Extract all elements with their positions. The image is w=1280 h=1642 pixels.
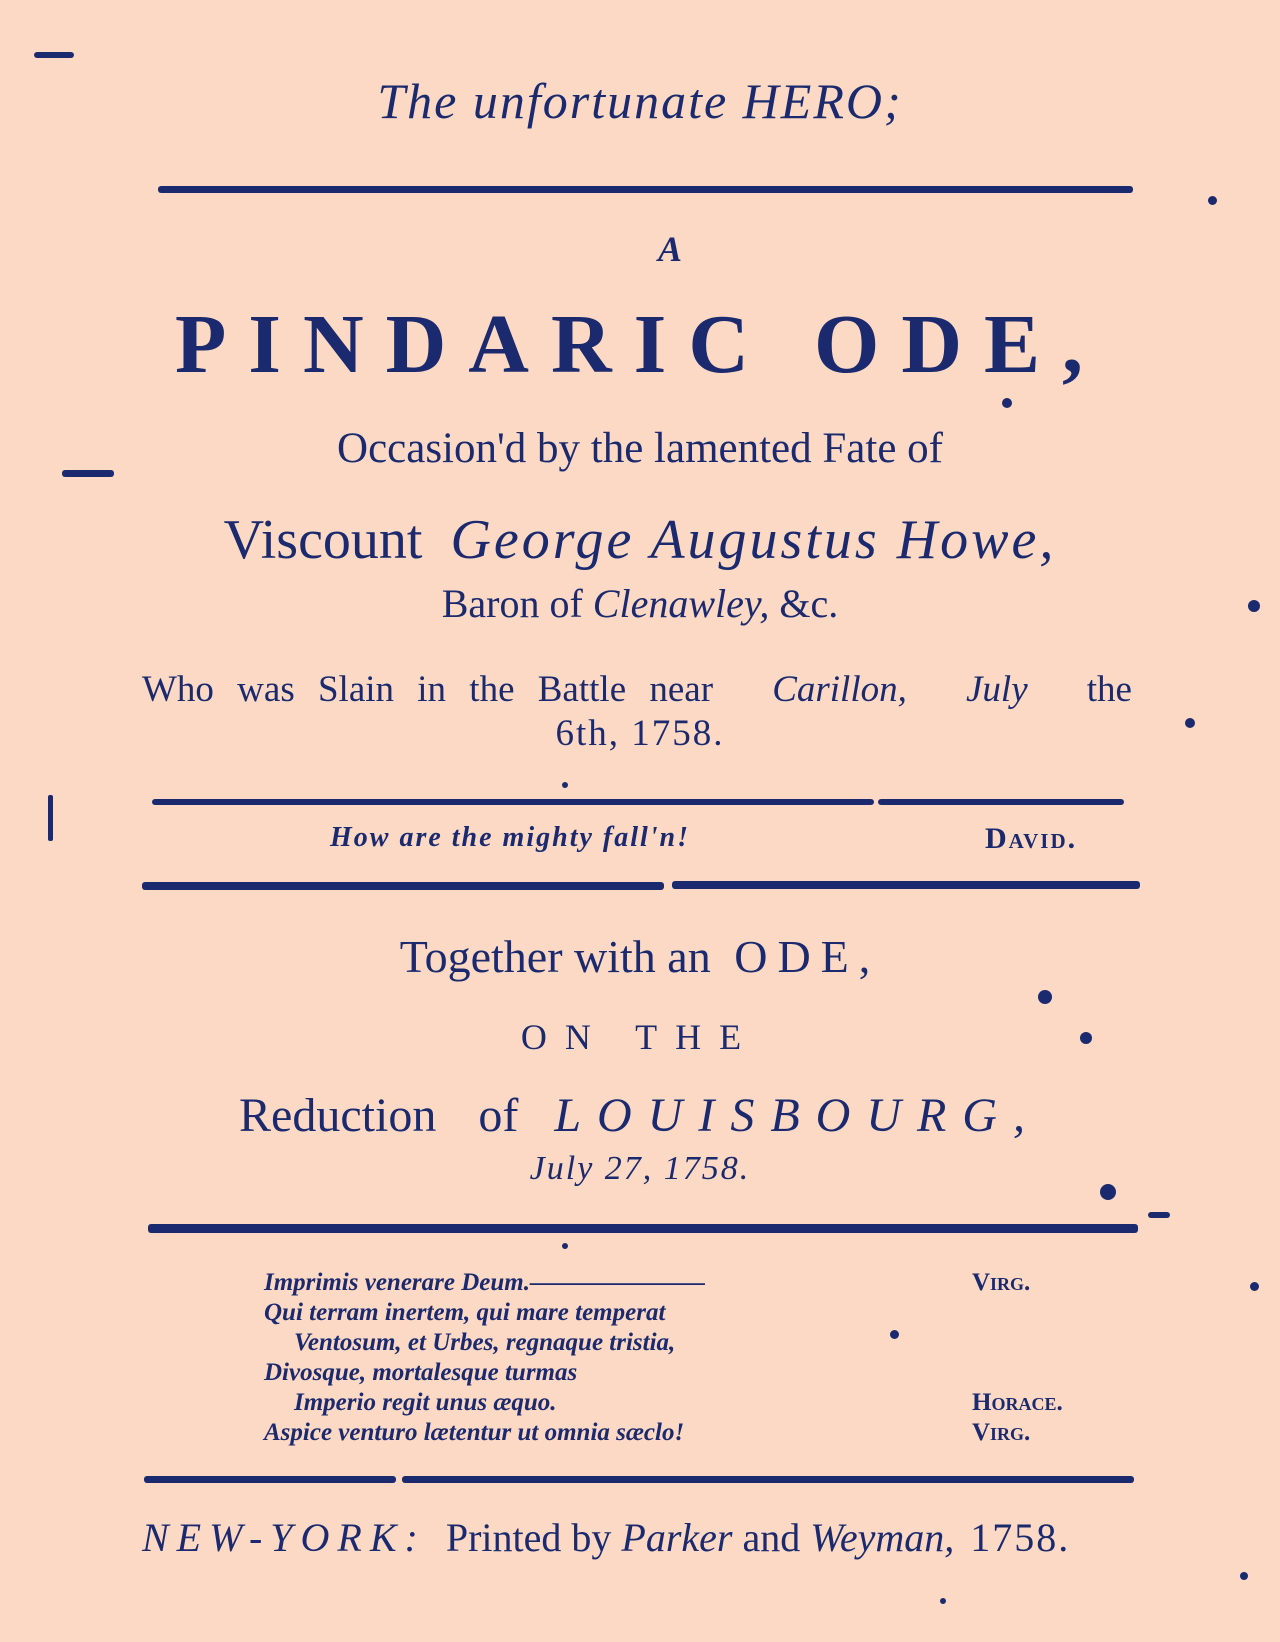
ink-speck: [1250, 1282, 1259, 1291]
latin-verse: Imprimis venerare Deum.———————: [264, 1269, 705, 1296]
ink-speck: [1002, 398, 1012, 408]
latin-verse: Ventosum, et Urbes, regnaque tristia,: [294, 1329, 676, 1356]
ink-speck: [1208, 196, 1217, 205]
latin-attribution: [972, 1298, 1092, 1328]
ink-speck: [562, 782, 568, 788]
subject-rank: Viscount: [223, 509, 423, 571]
ink-speck: [940, 1598, 946, 1604]
ink-speck: [1185, 718, 1195, 728]
second-ode-line1: Together with an ODE,: [399, 931, 881, 982]
latin-attributions: [972, 1268, 1092, 1448]
latin-verse: Aspice venturo lætentur ut omnia sæclo!: [264, 1419, 685, 1446]
louisbourg: LOUISBOURG,: [554, 1089, 1041, 1142]
subject-name-line: [0, 508, 1280, 572]
ink-speck: [48, 795, 53, 841]
rule-latin-bottom-right: [402, 1476, 1134, 1483]
subject-name: George Augustus Howe,: [450, 509, 1057, 571]
baron-place: Clenawley,: [592, 581, 770, 626]
second-ode-word: ODE,: [734, 931, 881, 982]
latin-verse: Qui terram inertem, qui mare temperat: [264, 1299, 666, 1326]
imprint: NEW-YORK: Printed by Parker and Weyman, 1758.: [142, 1515, 1071, 1560]
imprint-city: NEW-YORK:: [142, 1515, 426, 1560]
occasion-line: Occasion'd by the lamented Fate of: [337, 425, 943, 472]
ink-speck: [1240, 1572, 1248, 1580]
rule-epigraph-top-right: [878, 799, 1124, 805]
imprint-printer-2: Weyman,: [810, 1515, 955, 1560]
ink-speck: [62, 470, 114, 477]
slain-place: Carillon,: [772, 669, 907, 710]
latin-verse: Imperio regit unus æquo.: [294, 1389, 557, 1416]
latin-verses: [264, 1268, 804, 1448]
second-ode-line3: Reduction of LOUISBOURG,: [239, 1089, 1041, 1142]
latin-attribution: [972, 1358, 1092, 1388]
imprint-printer-1: Parker: [621, 1515, 733, 1560]
ink-speck: [34, 52, 74, 58]
ink-speck: [890, 1330, 899, 1339]
title-line: [0, 72, 1280, 130]
rule-latin-bottom-left: [144, 1476, 396, 1483]
ink-speck: [562, 1243, 568, 1249]
rule-top: [158, 186, 1133, 193]
rule-latin-top: [148, 1224, 1138, 1233]
latin-verse: Divosque, mortalesque turmas: [264, 1359, 578, 1386]
ink-speck: [1148, 1212, 1170, 1218]
ink-speck: [1100, 1184, 1116, 1200]
epigraph-quote: How are the mighty fall'n!: [330, 822, 691, 853]
slain-month: July: [966, 669, 1028, 710]
latin-attribution: Horace.: [972, 1389, 1063, 1416]
main-title: PINDARIC ODE,: [174, 298, 1106, 391]
ink-speck: [1248, 600, 1260, 612]
article-a: A: [657, 229, 682, 269]
latin-attribution: [972, 1328, 1092, 1358]
second-ode-line2: ON THE: [520, 1017, 760, 1057]
epigraph-attribution: David.: [985, 822, 1078, 855]
rule-epigraph-top-left: [152, 799, 874, 805]
baron-line: Baron of Clenawley, &c.: [441, 581, 839, 626]
latin-attribution: Virg.: [972, 1269, 1031, 1296]
slain-date: 6th, 1758.: [555, 713, 725, 754]
rule-epigraph-bottom-left: [142, 882, 664, 890]
slain-line: Who was Slain in the Battle near Carillon, July the: [142, 669, 1132, 710]
second-ode-date: July 27, 1758.: [529, 1150, 751, 1187]
ink-speck: [1038, 990, 1052, 1004]
rule-epigraph-bottom-right: [672, 881, 1140, 889]
ink-speck: [1080, 1032, 1092, 1044]
latin-attribution: Virg.: [972, 1419, 1031, 1446]
title-text: The unfortunate HERO;: [377, 73, 903, 129]
